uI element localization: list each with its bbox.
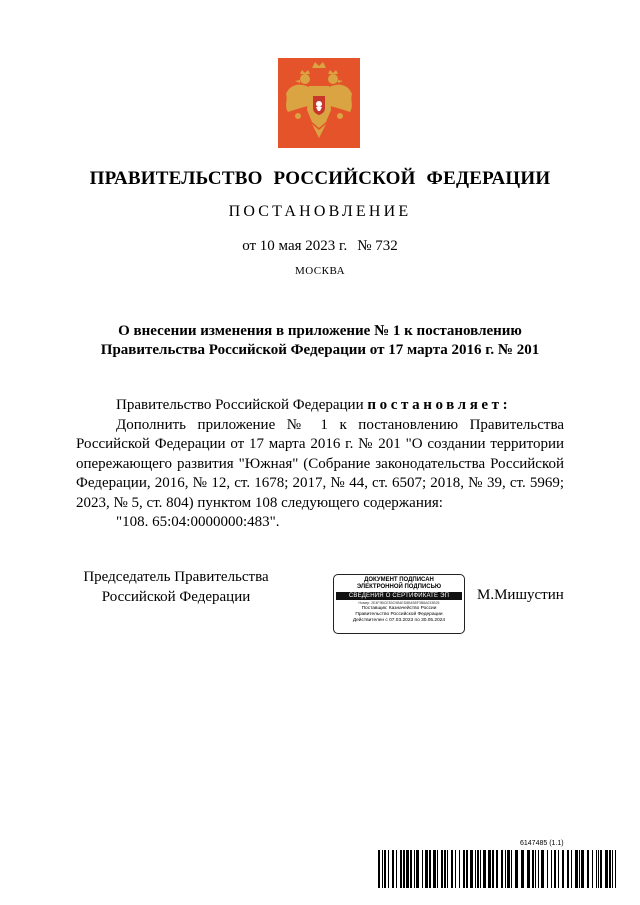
signatory-position xyxy=(76,568,276,607)
document-body xyxy=(76,396,564,533)
electronic-signature-stamp xyxy=(333,574,465,634)
document-city: МОСКВА xyxy=(294,265,346,277)
barcode-number: 6147485 (1.1) xyxy=(520,840,564,847)
stamp-line-1: ДОКУМЕНТ ПОДПИСАН xyxy=(364,577,434,583)
stamp-line-2: ЭЛЕКТРОННОЙ ПОДПИСЬЮ xyxy=(356,584,442,590)
signatory-name: М.Мишустин xyxy=(477,587,564,603)
heading-line-1: О внесении изменения в приложение № 1 к постановлению xyxy=(118,323,522,339)
document-number: № 732 xyxy=(357,238,398,254)
signatory-position-line-2: Российской Федерации xyxy=(101,588,251,605)
document-date: от 10 мая 2023 г. xyxy=(242,238,348,254)
double-headed-eagle-icon xyxy=(278,58,360,148)
body-intro xyxy=(76,396,564,416)
signatory-position-line-1: Председатель Правительства xyxy=(83,569,269,585)
body-quote: "108. 65:04:0000000:483". xyxy=(116,514,280,530)
stamp-validity: Действителен с 07.03.2023 по 30.05.2024 xyxy=(352,618,446,623)
barcode-icon xyxy=(378,850,618,888)
document-heading xyxy=(60,322,580,360)
intro-text: Правительство Российской Федерации xyxy=(116,397,368,413)
coat-of-arms-emblem xyxy=(278,58,360,148)
stamp-owner: Правительство Российской Федерации xyxy=(355,612,443,617)
intro-decree-word: постановляет: xyxy=(367,397,512,413)
document-date-number xyxy=(0,238,640,255)
stamp-certificate-banner: СВЕДЕНИЯ О СЕРТИФИКАТЕ ЭП xyxy=(336,592,462,600)
body-paragraph: Дополнить приложение № 1 к постановлению Правительства Российской Федерации от 17 марта 2016 г. № 201 "О создании территории опережающего развития "Южная" (Собрание законодательства Российской Федерации, 2016, № 12, ст. 1678; 2017, № 44, ст. 6507; 2018, № 39, ст. 5969; 2023, № 5, ст. 804) пунктом 108 следующего содержания: xyxy=(76,416,564,511)
stamp-serial: Номер: 2E4F9BCE53C9B4ED8B4B5F3B8A033B25 xyxy=(358,601,440,605)
document-type: ПОСТАНОВЛЕНИЕ xyxy=(228,203,412,220)
heading-line-2: Правительства Российской Федерации от 17 марта 2016 г. № 201 xyxy=(100,342,540,358)
stamp-issuer: Поставщик: Казначейство России xyxy=(361,606,437,611)
government-title: ПРАВИТЕЛЬСТВО РОССИЙСКОЙ ФЕДЕРАЦИИ xyxy=(89,168,551,189)
